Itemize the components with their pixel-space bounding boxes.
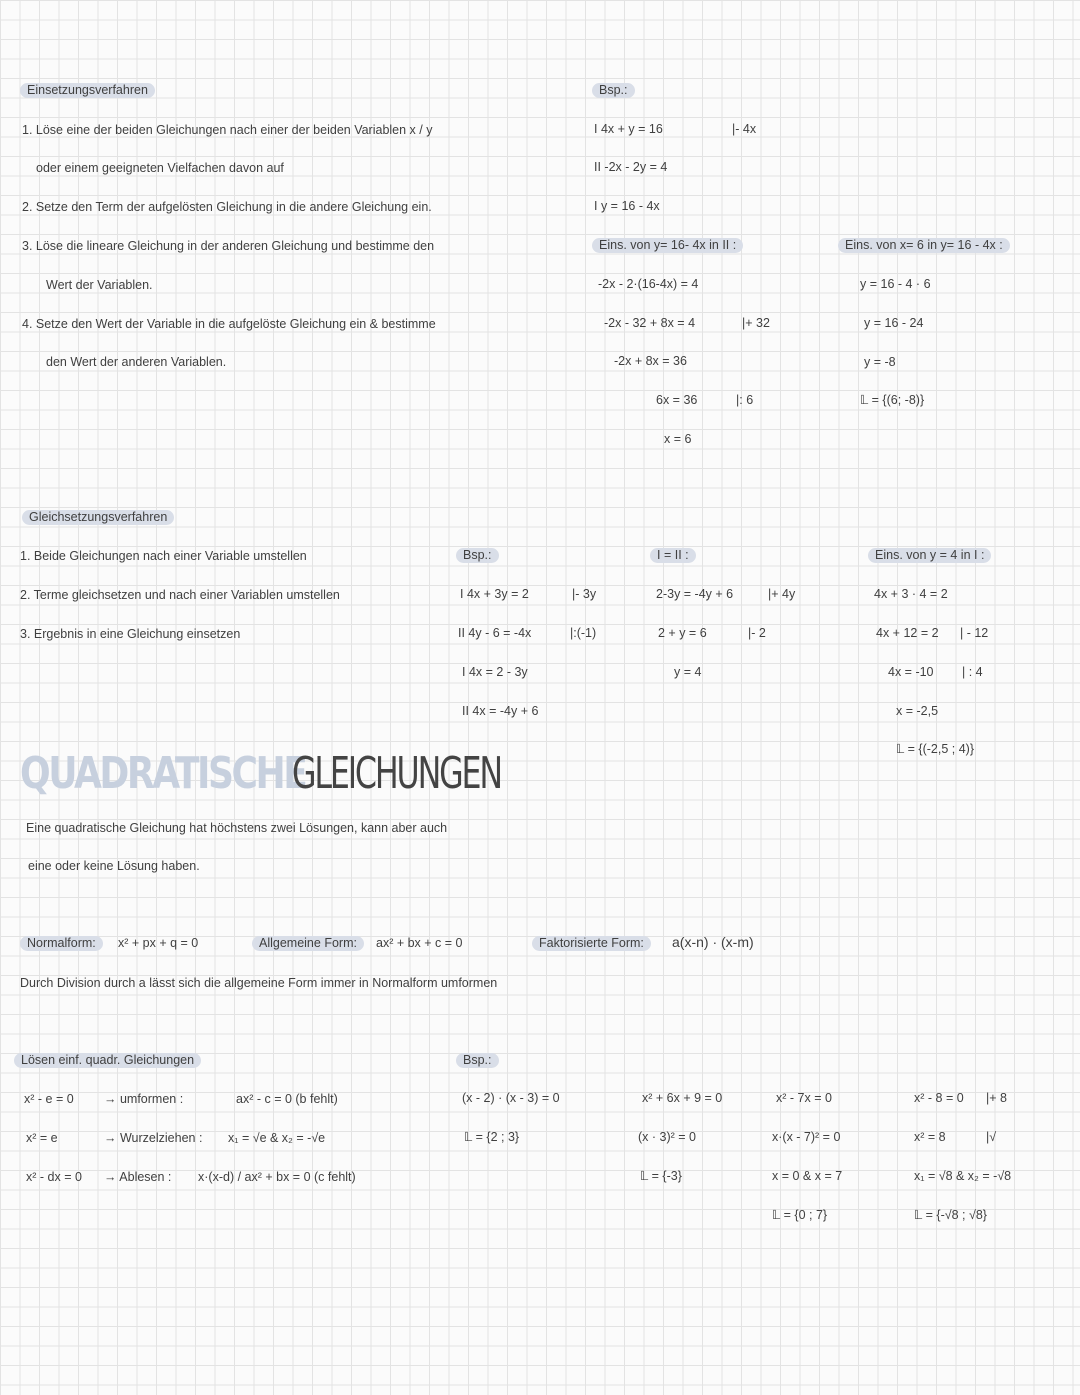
- loesen-ex-4-line-1: x² - 8 = 0: [914, 1091, 964, 1105]
- einsetzung-calc-2-line-3: y = -8: [864, 355, 896, 369]
- loesen-row-1-eq: x² - e = 0: [24, 1092, 74, 1106]
- gleichsetzung-eq-2: II 4y - 6 = -4x: [458, 626, 532, 640]
- einsetzung-step-2: 2. Setze den Term der aufgelösten Gleichung in die andere Gleichung ein.: [22, 200, 432, 214]
- einsetzung-calc-1-line-3: -2x + 8x = 36: [614, 354, 687, 368]
- loesen-ex-3-line-1: x² - 7x = 0: [776, 1091, 832, 1105]
- einsetzung-calc-1-line-4-op: |: 6: [736, 393, 754, 407]
- einsetzung-step-4a: 4. Setze den Wert der Variable in die aufgelöste Gleichung ein & bestimme: [22, 317, 436, 331]
- einsetzung-calc-1-line-5: x = 6: [664, 432, 692, 446]
- gleichsetzung-bsp-label: Bsp.:: [456, 548, 499, 563]
- gleichsetzung-result-line-2-op: | - 12: [960, 626, 989, 640]
- gleichsetzung-eq-1-op: |- 3y: [572, 587, 597, 601]
- einsetzung-eq-2: II -2x - 2y = 4: [594, 160, 668, 174]
- gleichsetzung-eq-1: I 4x + 3y = 2: [460, 587, 529, 601]
- gleichsetzung-eq-4: II 4x = -4y + 6: [462, 704, 539, 718]
- gleichsetzung-solution: 𝕃 = {(-2,5 ; 4)}: [896, 742, 975, 756]
- gleichsetzung-mid-line-1-op: |+ 4y: [768, 587, 796, 601]
- einsetzung-step-3a: 3. Löse die lineare Gleichung in der anderen Gleichung und bestimme den: [22, 239, 435, 253]
- faktorisierte-form-label: Faktorisierte Form:: [532, 936, 651, 951]
- gleichsetzung-mid-line-2: 2 + y = 6: [658, 626, 707, 640]
- loesen-ex-2-line-2: (x · 3)² = 0: [638, 1130, 696, 1144]
- einsetzung-bsp-label: Bsp.:: [592, 83, 635, 98]
- heading-quadratische: QUADRATISCHE: [20, 748, 306, 799]
- quadratisch-intro-line-1: Eine quadratische Gleichung hat höchstens zwei Lösungen, kann aber auch: [26, 821, 448, 835]
- einsetzung-step-1b: oder einem geeigneten Vielfachen davon auf: [36, 161, 284, 175]
- gleichsetzung-eq-2-op: |:(-1): [570, 626, 597, 640]
- loesen-ex-4-line-1-op: |+ 8: [986, 1091, 1007, 1105]
- gleichsetzung-result-line-1: 4x + 3 · 4 = 2: [874, 587, 948, 601]
- loesen-ex-4-solution: 𝕃 = {-√8 ; √8}: [914, 1208, 987, 1222]
- gleichsetzung-mid-line-1: 2-3y = -4y + 6: [656, 587, 734, 601]
- loesen-ex-4-line-2-op: |√: [986, 1130, 997, 1144]
- gleichsetzung-result-line-3: 4x = -10: [888, 665, 934, 679]
- allgemeine-form-label: Allgemeine Form:: [252, 936, 364, 951]
- loesen-row-1-form: ax² - c = 0 (b fehlt): [236, 1092, 338, 1106]
- loesen-row-1-action: → umformen :: [104, 1092, 184, 1106]
- einsetzung-calc-1-line-2: -2x - 32 + 8x = 4: [604, 316, 696, 330]
- einsetzung-eq-1: I 4x + y = 16: [594, 122, 663, 136]
- gleichsetzung-mid-line-3: y = 4: [674, 665, 702, 679]
- einsetzung-step-3b: Wert der Variablen.: [46, 278, 153, 292]
- gleichsetzung-eins-label: Eins. von y = 4 in I :: [868, 548, 991, 563]
- gleichsetzung-mid-label: I = II :: [650, 548, 696, 563]
- einsetzung-calc-2-line-2: y = 16 - 24: [864, 316, 924, 330]
- einsetzung-eq-1-op: |- 4x: [732, 122, 757, 136]
- section-title-gleichsetzungsverfahren: Gleichsetzungsverfahren: [22, 510, 174, 525]
- loesen-ex-4-line-3: x₁ = √8 & x₂ = -√8: [914, 1169, 1012, 1183]
- gleichsetzung-step-3: 3. Ergebnis in eine Gleichung einsetzen: [20, 627, 241, 641]
- normalform-label: Normalform:: [20, 936, 103, 951]
- allgemeine-form-formula: ax² + bx + c = 0: [376, 936, 463, 950]
- faktorisierte-form-formula: a(x-n) · (x-m): [672, 934, 754, 950]
- loesen-ex-1-solution: 𝕃 = {2 ; 3}: [464, 1130, 520, 1144]
- gleichsetzung-step-2: 2. Terme gleichsetzen und nach einer Variablen umstellen: [20, 588, 340, 602]
- heading-gleichungen: GLEICHUNGEN: [292, 748, 501, 799]
- gleichsetzung-eq-3: I 4x = 2 - 3y: [462, 665, 528, 679]
- einsetzung-calc-1-line-4: 6x = 36: [656, 393, 698, 407]
- loesen-row-3-form: x·(x-d) / ax² + bx = 0 (c fehlt): [198, 1170, 356, 1184]
- einsetzung-solution: 𝕃 = {(6; -8)}: [860, 393, 925, 407]
- loesen-ex-2-solution: 𝕃 = {-3}: [640, 1169, 682, 1183]
- loesen-ex-3-line-3: x = 0 & x = 7: [772, 1169, 843, 1183]
- gleichsetzung-result-line-4: x = -2,5: [896, 704, 939, 718]
- einsetzung-eins-label-2: Eins. von x= 6 in y= 16 - 4x :: [838, 238, 1010, 253]
- einsetzung-calc-2-line-1: y = 16 - 4 · 6: [860, 277, 931, 291]
- loesen-bsp-label: Bsp.:: [456, 1053, 499, 1068]
- loesen-ex-3-line-2: x·(x - 7)² = 0: [772, 1130, 841, 1144]
- einsetzung-step-1a: 1. Löse eine der beiden Gleichungen nach einer der beiden Variablen x / y: [22, 123, 433, 137]
- loesen-row-3-eq: x² - dx = 0: [26, 1170, 82, 1184]
- loesen-ex-1-line-1: (x - 2) · (x - 3) = 0: [462, 1091, 560, 1105]
- loesen-ex-2-line-1: x² + 6x + 9 = 0: [642, 1091, 723, 1105]
- loesen-row-2-eq: x² = e: [26, 1131, 58, 1145]
- loesen-ex-4-line-2: x² = 8: [914, 1130, 946, 1144]
- loesen-row-2-action: → Wurzelziehen :: [104, 1131, 203, 1145]
- loesen-row-2-form: x₁ = √e & x₂ = -√e: [228, 1131, 326, 1145]
- einsetzung-step-4b: den Wert der anderen Variablen.: [46, 355, 227, 369]
- gleichsetzung-result-line-2: 4x + 12 = 2: [876, 626, 939, 640]
- section-title-einsetzungsverfahren: Einsetzungsverfahren: [20, 83, 155, 98]
- einsetzung-eins-label-1: Eins. von y= 16- 4x in II :: [592, 238, 743, 253]
- gleichsetzung-result-line-3-op: | : 4: [962, 665, 983, 679]
- quadratisch-intro-line-2: eine oder keine Lösung haben.: [28, 859, 200, 873]
- einsetzung-eq-3: I y = 16 - 4x: [594, 199, 660, 213]
- loesen-ex-3-solution: 𝕃 = {0 ; 7}: [772, 1208, 828, 1222]
- division-note: Durch Division durch a lässt sich die allgemeine Form immer in Normalform umformen: [20, 976, 498, 990]
- loesen-row-3-action: → Ablesen :: [104, 1170, 172, 1184]
- einsetzung-calc-1-line-2-op: |+ 32: [742, 316, 770, 330]
- gleichsetzung-step-1: 1. Beide Gleichungen nach einer Variable umstellen: [20, 549, 307, 563]
- gleichsetzung-mid-line-2-op: |- 2: [748, 626, 766, 640]
- section-title-loesen: Lösen einf. quadr. Gleichungen: [14, 1053, 201, 1068]
- normalform-formula: x² + px + q = 0: [118, 936, 199, 950]
- einsetzung-calc-1-line-1: -2x - 2·(16-4x) = 4: [598, 277, 699, 291]
